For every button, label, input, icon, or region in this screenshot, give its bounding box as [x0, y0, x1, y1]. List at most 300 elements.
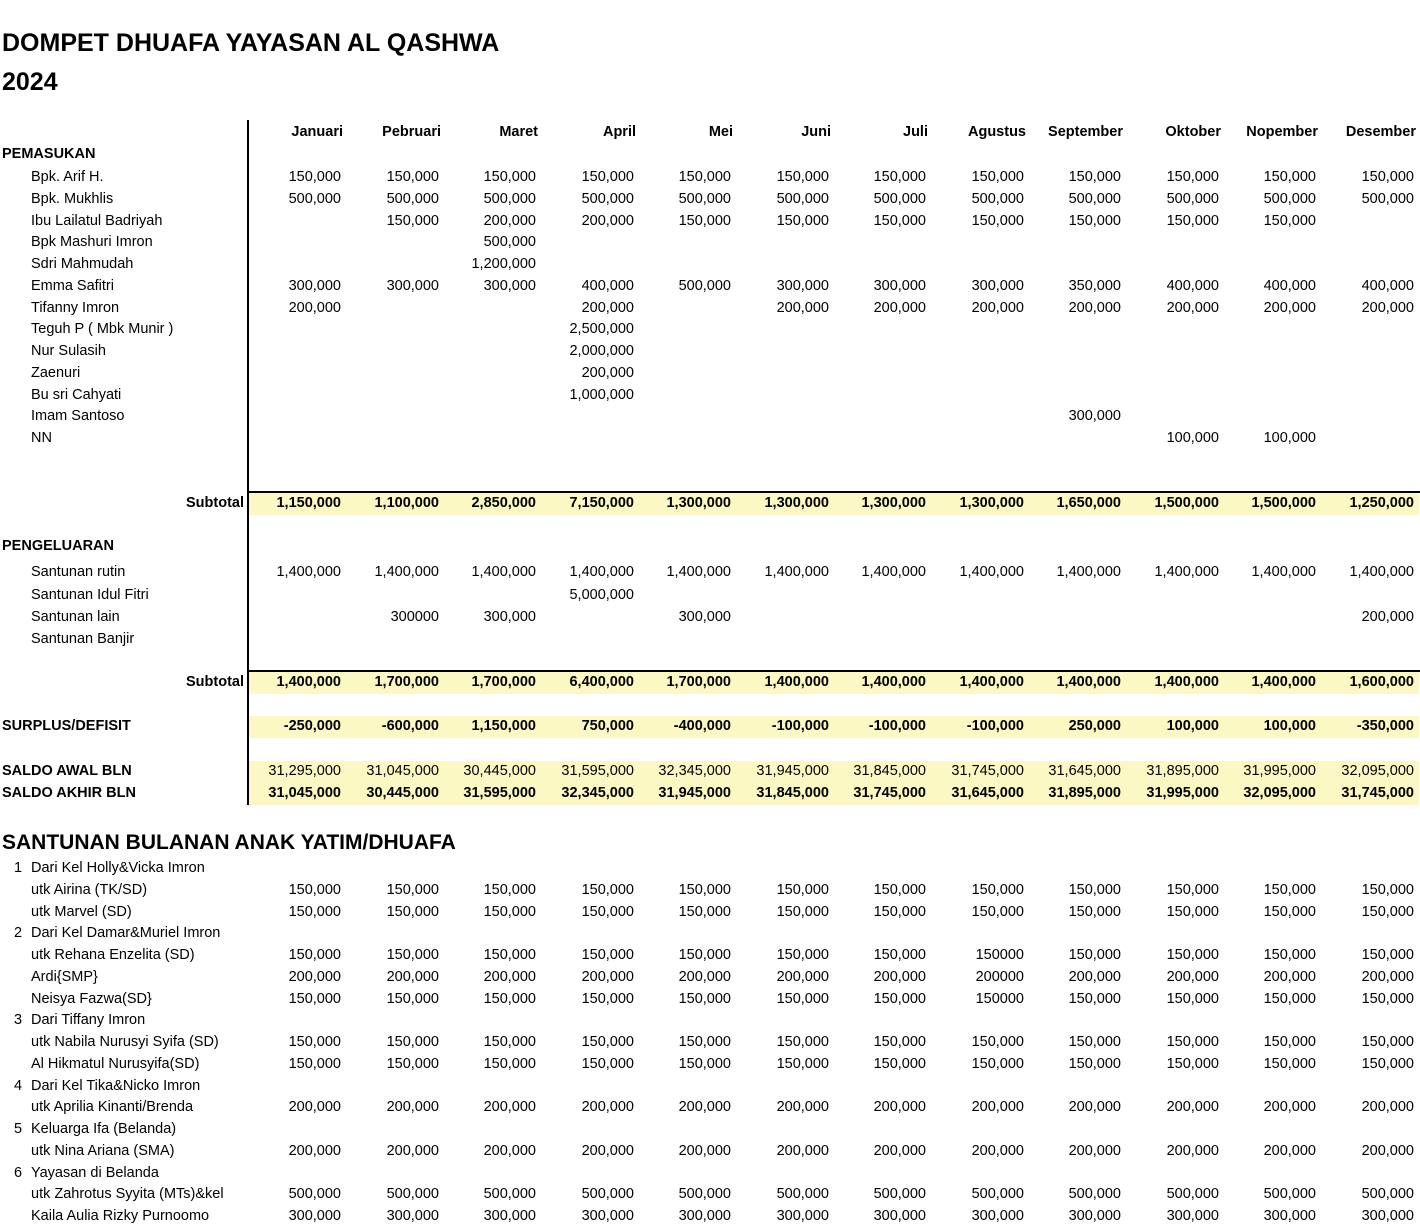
- amount-cell: [1029, 385, 1121, 406]
- amount-cell: 500,000: [483, 190, 536, 207]
- amount-cell: [347, 232, 439, 253]
- amount-cell: [737, 385, 829, 406]
- amount-cell: [1029, 1163, 1121, 1184]
- amount-cell: 200,000: [386, 1099, 439, 1116]
- amount-cell: 150,000: [678, 881, 731, 898]
- amount-cell: [347, 629, 439, 650]
- subtotal-label: Subtotal: [186, 495, 244, 511]
- amount-cell: 150,000: [1068, 990, 1121, 1007]
- amount-cell: [932, 1119, 1024, 1140]
- amount-cell: [737, 406, 829, 427]
- amount-cell: 200,000: [971, 1099, 1024, 1116]
- surplus-row: [0, 716, 1420, 737]
- amount-cell: [1029, 232, 1121, 253]
- amount-cell: [639, 1163, 731, 1184]
- amount-cell: [347, 585, 439, 606]
- amount-cell: [444, 1010, 536, 1031]
- amount-cell: [444, 629, 536, 650]
- amount-cell: 200,000: [678, 1142, 731, 1159]
- subtotal-cell: 1,700,000: [471, 674, 536, 690]
- amount-cell: [737, 1163, 829, 1184]
- amount-cell: [1127, 406, 1219, 427]
- donor-name: Teguh P ( Mbk Munir ): [31, 321, 174, 338]
- amount-cell: 500,000: [776, 1186, 829, 1203]
- amount-cell: 200,000: [1068, 299, 1121, 316]
- amount-cell: 500,000: [1263, 1186, 1316, 1203]
- amount-cell: [542, 858, 634, 879]
- month-header: Juni: [801, 124, 831, 140]
- amount-cell: [737, 1119, 829, 1140]
- amount-cell: [834, 341, 926, 362]
- amount-cell: 150,000: [1166, 990, 1219, 1007]
- month-header: April: [602, 124, 636, 140]
- amount-cell: 200,000: [288, 968, 341, 985]
- amount-cell: [444, 341, 536, 362]
- amount-cell: [347, 254, 439, 275]
- amount-cell: 500,000: [1263, 190, 1316, 207]
- amount-cell: 150,000: [776, 169, 829, 185]
- santunan-row: [0, 1141, 1420, 1162]
- expense-name: Santunan rutin: [31, 564, 126, 580]
- saldo-awal-cell: 32,345,000: [658, 763, 731, 779]
- amount-cell: 150,000: [971, 903, 1024, 920]
- amount-cell: 500,000: [483, 1186, 536, 1203]
- amount-cell: 300,000: [288, 1208, 341, 1224]
- amount-cell: 150,000: [483, 1055, 536, 1072]
- month-header: Agustus: [968, 124, 1026, 140]
- amount-cell: 150,000: [1166, 169, 1219, 185]
- amount-cell: 150,000: [678, 947, 731, 963]
- amount-cell: [249, 319, 341, 340]
- amount-cell: [249, 1010, 341, 1031]
- saldo-awal-cell: 30,445,000: [463, 763, 536, 779]
- subtotal-cell: 1,400,000: [764, 674, 829, 690]
- amount-cell: 150,000: [678, 1055, 731, 1072]
- beneficiary-name: Al Hikmatul Nurusyifa(SD): [31, 1055, 200, 1072]
- amount-cell: 200,000: [288, 299, 341, 316]
- amount-cell: 200,000: [581, 212, 634, 229]
- beneficiary-name: utk Nabila Nurusyi Syifa (SD): [31, 1034, 219, 1050]
- amount-cell: 150,000: [971, 1034, 1024, 1050]
- santunan-row: [0, 1119, 1420, 1140]
- amount-cell: [249, 406, 341, 427]
- amount-cell: 300,000: [971, 1208, 1024, 1224]
- amount-cell: [444, 298, 536, 319]
- amount-cell: 1,400,000: [569, 564, 634, 580]
- amount-cell: [1224, 1076, 1316, 1097]
- amount-cell: [347, 1163, 439, 1184]
- amount-cell: 500,000: [1068, 190, 1121, 207]
- amount-cell: [542, 1010, 634, 1031]
- saldo-akhir-cell: 32,095,000: [1243, 785, 1316, 801]
- amount-cell: [737, 363, 829, 384]
- amount-cell: 200,000: [581, 299, 634, 316]
- amount-cell: [1029, 1119, 1121, 1140]
- group-number: 1: [14, 860, 23, 876]
- amount-cell: 200,000: [873, 968, 926, 985]
- amount-cell: [737, 1010, 829, 1031]
- amount-cell: [932, 858, 1024, 879]
- amount-cell: 150,000: [1263, 947, 1316, 963]
- amount-cell: [1029, 363, 1121, 384]
- group-number: 2: [14, 925, 23, 942]
- saldo-awal-cell: 31,845,000: [853, 763, 926, 779]
- amount-cell: 500,000: [483, 234, 536, 251]
- amount-cell: [444, 428, 536, 449]
- amount-cell: [542, 923, 634, 944]
- amount-cell: 1,400,000: [666, 564, 731, 580]
- amount-cell: [1127, 254, 1219, 275]
- amount-cell: 150,000: [386, 1034, 439, 1050]
- subtotal-cell: 6,400,000: [569, 674, 634, 690]
- saldo-awal-cell: 32,095,000: [1341, 763, 1414, 779]
- surplus-cell: -350,000: [1356, 718, 1414, 734]
- saldo-awal-cell: 31,045,000: [366, 763, 439, 779]
- amount-cell: 200,000: [1263, 1099, 1316, 1116]
- donor-name: Sdri Mahmudah: [31, 256, 134, 272]
- amount-cell: 150,000: [483, 881, 536, 898]
- amount-cell: 150,000: [581, 947, 634, 963]
- saldo-akhir-cell: 31,995,000: [1146, 785, 1219, 801]
- amount-cell: 400,000: [581, 277, 634, 294]
- amount-cell: 200,000: [971, 299, 1024, 316]
- surplus-cell: 100,000: [1166, 718, 1219, 734]
- amount-cell: 150,000: [873, 947, 926, 963]
- subtotal-cell: 1,400,000: [276, 674, 341, 690]
- amount-cell: 150,000: [581, 1034, 634, 1050]
- subtotal-cell: 1,650,000: [1056, 495, 1121, 511]
- amount-cell: 150,000: [678, 990, 731, 1007]
- saldo-akhir-cell: 31,895,000: [1048, 785, 1121, 801]
- amount-cell: 150,000: [1068, 881, 1121, 898]
- amount-cell: [249, 363, 341, 384]
- amount-cell: [347, 298, 439, 319]
- amount-cell: [1224, 607, 1316, 628]
- amount-cell: 150,000: [873, 212, 926, 229]
- amount-cell: [639, 428, 731, 449]
- expense-row: [0, 607, 1420, 628]
- saldo-akhir-cell: 30,445,000: [366, 785, 439, 801]
- amount-cell: 150,000: [386, 881, 439, 898]
- income-row: [0, 211, 1420, 232]
- amount-cell: 300,000: [1361, 1208, 1414, 1224]
- subtotal-cell: 7,150,000: [569, 495, 634, 511]
- saldo-awal-cell: 31,595,000: [561, 763, 634, 779]
- amount-cell: [1224, 1010, 1316, 1031]
- beneficiary-name: utk Aprilia Kinanti/Brenda: [31, 1099, 194, 1116]
- surplus-cell: 250,000: [1068, 718, 1121, 734]
- amount-cell: 150,000: [873, 169, 926, 185]
- beneficiary-name: Dari Kel Damar&Muriel Imron: [31, 925, 221, 942]
- donor-name: Bpk Mashuri Imron: [31, 234, 153, 251]
- saldo-akhir-cell: 31,645,000: [951, 785, 1024, 801]
- amount-cell: 300,000: [386, 277, 439, 294]
- amount-cell: [1127, 341, 1219, 362]
- amount-cell: [639, 319, 731, 340]
- amount-cell: [834, 1010, 926, 1031]
- amount-cell: 150,000: [581, 903, 634, 920]
- beneficiary-name: Keluarga Ifa (Belanda): [31, 1121, 177, 1137]
- amount-cell: [639, 585, 731, 606]
- amount-cell: 150,000: [483, 990, 536, 1007]
- surplus-cell: 750,000: [581, 718, 634, 734]
- amount-cell: 1,400,000: [764, 564, 829, 580]
- expense-name: Santunan Idul Fitri: [31, 587, 149, 603]
- amount-cell: [1029, 923, 1121, 944]
- amount-cell: 150,000: [1068, 903, 1121, 920]
- amount-cell: [542, 254, 634, 275]
- amount-cell: 200,000: [1263, 968, 1316, 985]
- amount-cell: [444, 858, 536, 879]
- amount-cell: 150,000: [971, 1055, 1024, 1072]
- amount-cell: 150,000: [288, 169, 341, 185]
- amount-cell: 150,000: [1263, 990, 1316, 1007]
- amount-cell: 1,400,000: [861, 564, 926, 580]
- santunan-row: [0, 1097, 1420, 1118]
- amount-cell: [347, 363, 439, 384]
- amount-cell: [1127, 858, 1219, 879]
- amount-cell: 1,200,000: [471, 256, 536, 272]
- amount-cell: [1029, 585, 1121, 606]
- saldo-awal-cell: 31,895,000: [1146, 763, 1219, 779]
- beneficiary-name: Yayasan di Belanda: [31, 1164, 159, 1181]
- amount-cell: 150,000: [1166, 1034, 1219, 1050]
- amount-cell: [737, 629, 829, 650]
- amount-cell: 200,000: [386, 1142, 439, 1159]
- expense-name: Santunan lain: [31, 609, 120, 625]
- amount-cell: 150,000: [288, 881, 341, 898]
- amount-cell: [737, 923, 829, 944]
- donor-name: Imam Santoso: [31, 408, 125, 425]
- amount-cell: 150,000: [1068, 212, 1121, 229]
- amount-cell: [639, 254, 731, 275]
- amount-cell: 400,000: [1361, 277, 1414, 294]
- amount-cell: [1127, 629, 1219, 650]
- expense-row: [0, 562, 1420, 583]
- amount-cell: [1322, 211, 1414, 232]
- amount-cell: [347, 1076, 439, 1097]
- amount-cell: [542, 232, 634, 253]
- amount-cell: [249, 1163, 341, 1184]
- amount-cell: [932, 1076, 1024, 1097]
- amount-cell: [1322, 232, 1414, 253]
- amount-cell: 500,000: [1068, 1186, 1121, 1203]
- amount-cell: [1029, 858, 1121, 879]
- income-row: [0, 298, 1420, 319]
- amount-cell: 200,000: [873, 1099, 926, 1116]
- amount-cell: 200,000: [581, 968, 634, 985]
- amount-cell: 150,000: [1263, 169, 1316, 185]
- donor-name: Bpk. Arif H.: [31, 169, 104, 185]
- amount-cell: 300,000: [1068, 1208, 1121, 1224]
- amount-cell: [737, 858, 829, 879]
- amount-cell: 150,000: [1068, 169, 1121, 185]
- amount-cell: [932, 923, 1024, 944]
- amount-cell: 200,000: [288, 1099, 341, 1116]
- month-header: Januari: [291, 124, 343, 140]
- santunan-row: [0, 1032, 1420, 1053]
- amount-cell: [542, 406, 634, 427]
- amount-cell: 150,000: [386, 1055, 439, 1072]
- beneficiary-name: Ardi{SMP}: [31, 968, 98, 985]
- amount-cell: 1,400,000: [276, 564, 341, 580]
- amount-cell: [1224, 858, 1316, 879]
- amount-cell: [347, 1119, 439, 1140]
- amount-cell: [249, 341, 341, 362]
- saldo-akhir-cell: 31,745,000: [1341, 785, 1414, 801]
- amount-cell: 150,000: [1361, 903, 1414, 920]
- amount-cell: [1322, 319, 1414, 340]
- amount-cell: [1224, 341, 1316, 362]
- amount-cell: 150,000: [581, 881, 634, 898]
- amount-cell: [1029, 1076, 1121, 1097]
- amount-cell: [1029, 341, 1121, 362]
- amount-cell: 200,000: [1166, 299, 1219, 316]
- amount-cell: 300000: [390, 609, 439, 625]
- amount-cell: [1127, 319, 1219, 340]
- amount-cell: 1,400,000: [1056, 564, 1121, 580]
- section-heading: PENGELUARAN: [2, 538, 114, 554]
- amount-cell: 500,000: [1166, 190, 1219, 207]
- subtotal-cell: 1,100,000: [374, 495, 439, 511]
- amount-cell: [834, 232, 926, 253]
- amount-cell: 150,000: [581, 169, 634, 185]
- subtotal-cell: 1,400,000: [959, 674, 1024, 690]
- surplus-cell: -600,000: [381, 718, 439, 734]
- surplus-cell: 1,150,000: [471, 718, 536, 734]
- amount-cell: 150,000: [1361, 1055, 1414, 1072]
- amount-cell: 500,000: [581, 190, 634, 207]
- amount-cell: [1127, 923, 1219, 944]
- donor-name: Tifanny Imron: [31, 299, 120, 316]
- amount-cell: [1322, 858, 1414, 879]
- amount-cell: 200,000: [1361, 609, 1414, 625]
- saldo-akhir-cell: 31,845,000: [756, 785, 829, 801]
- amount-cell: [1224, 1163, 1316, 1184]
- amount-cell: 150,000: [678, 212, 731, 229]
- report-title: DOMPET DHUAFA YAYASAN AL QASHWA: [2, 29, 500, 57]
- surplus-label: SURPLUS/DEFISIT: [2, 718, 131, 734]
- amount-cell: [737, 1076, 829, 1097]
- amount-cell: [834, 363, 926, 384]
- income-row: [0, 167, 1420, 188]
- amount-cell: 150,000: [776, 212, 829, 229]
- santunan-row: [0, 1163, 1420, 1184]
- amount-cell: [932, 1010, 1024, 1031]
- amount-cell: [737, 319, 829, 340]
- amount-cell: 300,000: [776, 277, 829, 294]
- saldo-awal-cell: 31,295,000: [268, 763, 341, 779]
- amount-cell: 200,000: [386, 968, 439, 985]
- amount-cell: 200,000: [581, 1099, 634, 1116]
- subtotal-cell: 1,300,000: [666, 495, 731, 511]
- surplus-cell: -100,000: [868, 718, 926, 734]
- santunan-row: [0, 989, 1420, 1010]
- amount-cell: 150,000: [386, 903, 439, 920]
- income-row: [0, 189, 1420, 210]
- amount-cell: [1322, 341, 1414, 362]
- amount-cell: [1224, 319, 1316, 340]
- amount-cell: 500,000: [971, 190, 1024, 207]
- amount-cell: 150,000: [776, 1034, 829, 1050]
- amount-cell: [249, 923, 341, 944]
- amount-cell: [542, 428, 634, 449]
- amount-cell: [932, 607, 1024, 628]
- santunan-row: [0, 967, 1420, 988]
- amount-cell: [444, 363, 536, 384]
- expense-row: [0, 629, 1420, 650]
- income-row: [0, 254, 1420, 275]
- santunan-row: [0, 1054, 1420, 1075]
- amount-cell: 150,000: [971, 212, 1024, 229]
- subtotal-cell: 1,400,000: [1154, 674, 1219, 690]
- santunan-row: [0, 1206, 1420, 1227]
- income-row: [0, 428, 1420, 449]
- beneficiary-name: utk Nina Ariana (SMA): [31, 1142, 175, 1159]
- amount-cell: [639, 298, 731, 319]
- amount-cell: 200,000: [1068, 1099, 1121, 1116]
- pengeluaran-subtotal-row: [0, 672, 1420, 693]
- amount-cell: [737, 341, 829, 362]
- subtotal-cell: 1,150,000: [276, 495, 341, 511]
- amount-cell: [932, 428, 1024, 449]
- amount-cell: 150,000: [288, 903, 341, 920]
- amount-cell: 200,000: [1068, 968, 1121, 985]
- amount-cell: 300,000: [483, 277, 536, 294]
- donor-name: Emma Safitri: [31, 277, 114, 294]
- subtotal-cell: 1,600,000: [1349, 674, 1414, 690]
- subtotal-label: Subtotal: [186, 674, 244, 690]
- income-row: [0, 276, 1420, 297]
- amount-cell: [347, 319, 439, 340]
- amount-cell: 150,000: [678, 903, 731, 920]
- beneficiary-name: Kaila Aulia Rizky Purnoomo: [31, 1208, 210, 1224]
- amount-cell: 1,400,000: [374, 564, 439, 580]
- amount-cell: [1127, 232, 1219, 253]
- amount-cell: 150,000: [1263, 881, 1316, 898]
- amount-cell: [249, 629, 341, 650]
- saldo-awal-row: [0, 761, 1420, 782]
- amount-cell: [1127, 1119, 1219, 1140]
- beneficiary-name: Dari Tiffany Imron: [31, 1012, 146, 1029]
- santunan-row: [0, 1184, 1420, 1205]
- amount-cell: 200,000: [873, 299, 926, 316]
- amount-cell: [444, 406, 536, 427]
- amount-cell: 150,000: [288, 1055, 341, 1072]
- pengeluaran-heading-row: [0, 536, 1420, 557]
- surplus-cell: -400,000: [673, 718, 731, 734]
- subtotal-cell: 1,400,000: [1251, 674, 1316, 690]
- month-header-row: [0, 122, 1420, 143]
- amount-cell: 500,000: [678, 190, 731, 207]
- amount-cell: [1127, 585, 1219, 606]
- amount-cell: [737, 428, 829, 449]
- amount-cell: [932, 629, 1024, 650]
- amount-cell: [834, 319, 926, 340]
- amount-cell: [834, 428, 926, 449]
- amount-cell: 150000: [975, 947, 1024, 963]
- amount-cell: [444, 385, 536, 406]
- amount-cell: [444, 1119, 536, 1140]
- santunan-row: [0, 902, 1420, 923]
- amount-cell: 200,000: [288, 1142, 341, 1159]
- amount-cell: 150,000: [971, 881, 1024, 898]
- amount-cell: 150,000: [678, 169, 731, 185]
- saldo-akhir-label: SALDO AKHIR BLN: [2, 785, 136, 801]
- amount-cell: [542, 1119, 634, 1140]
- amount-cell: [932, 254, 1024, 275]
- amount-cell: 200,000: [1263, 299, 1316, 316]
